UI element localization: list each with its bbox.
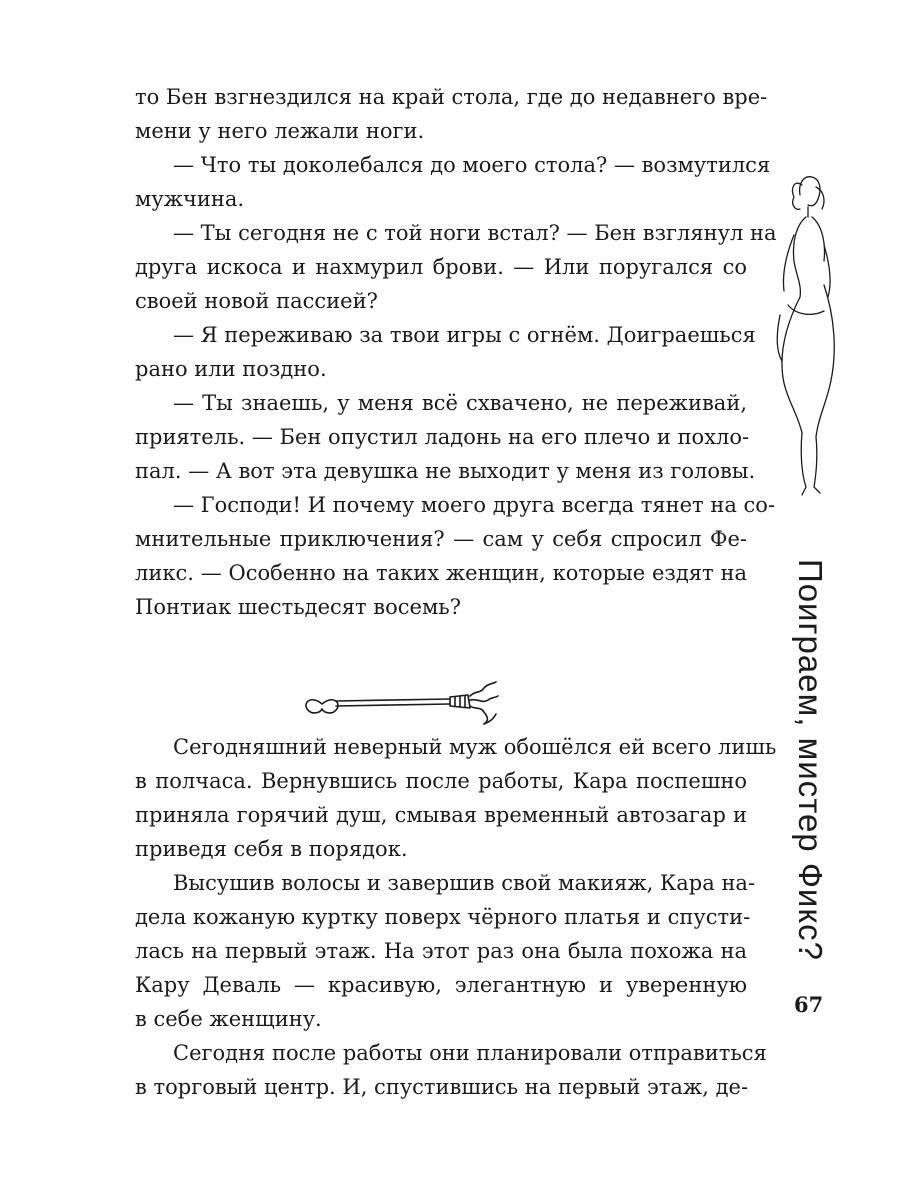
text-line: ликс. — Особенно на таких женщин, которые ездят на <box>135 561 747 585</box>
text-line: — Господи! И почему моего друга всегда тянет на со- <box>173 493 776 517</box>
text-line: Сегодняшний неверный муж обошёлся ей всего лишь <box>173 735 777 759</box>
text-line: Понтиак шестьдесят восемь? <box>135 595 461 619</box>
text-line: в торговый центр. И, спустившись на первый этаж, де- <box>135 1075 749 1099</box>
text-line: мнительные приключения? — сам у себя спросил Фе- <box>135 527 747 551</box>
text-line: приятель. — Бен опустил ладонь на его плечо и похло- <box>135 425 750 449</box>
text-line: — Ты сегодня не с той ноги встал? — Бен взглянул на <box>173 221 777 245</box>
text-line: друга искоса и нахмурил брови. — Или поругался со <box>135 255 747 279</box>
text-line: Кару Деваль — красивую, элегантную и уверенную <box>135 973 747 997</box>
text-line: пал. — А вот эта девушка не выходит у меня из головы. <box>135 459 756 483</box>
whip-ornament-divider <box>300 670 500 730</box>
text-line: приведя себя в порядок. <box>135 837 408 861</box>
text-line: мужчина. <box>135 187 245 211</box>
text-line: — Я переживаю за твои игры с огнём. Доиграешься <box>173 323 756 347</box>
text-line: — Что ты доколебался до моего стола? — возмутился <box>173 153 771 177</box>
running-title: Поиграем, мистер Фикс? <box>792 558 829 962</box>
woman-silhouette-illustration <box>772 165 842 510</box>
text-line: дела кожаную куртку поверх чёрного платья и спусти- <box>135 905 751 929</box>
text-line: в полчаса. Вернувшись после работы, Кара поспешно <box>135 769 747 793</box>
text-line: мени у него лежали ноги. <box>135 119 425 143</box>
text-line: Высушив волосы и завершив свой макияж, Кара на- <box>173 871 756 895</box>
text-line: то Бен взгнездился на край стола, где до недавнего вре- <box>135 85 768 109</box>
text-line: рано или поздно. <box>135 357 327 381</box>
text-line: Сегодня после работы они планировали отправиться <box>173 1041 767 1065</box>
text-line: лась на первый этаж. На этот раз она была похожа на <box>135 939 747 963</box>
text-line: — Ты знаешь, у меня всё схвачено, не переживай, <box>173 391 747 415</box>
text-line: своей новой пассией? <box>135 289 378 313</box>
text-line: приняла горячий душ, смывая временный автозагар и <box>135 803 747 827</box>
page-number: 67 <box>794 992 824 1017</box>
text-line: в себе женщину. <box>135 1007 322 1031</box>
